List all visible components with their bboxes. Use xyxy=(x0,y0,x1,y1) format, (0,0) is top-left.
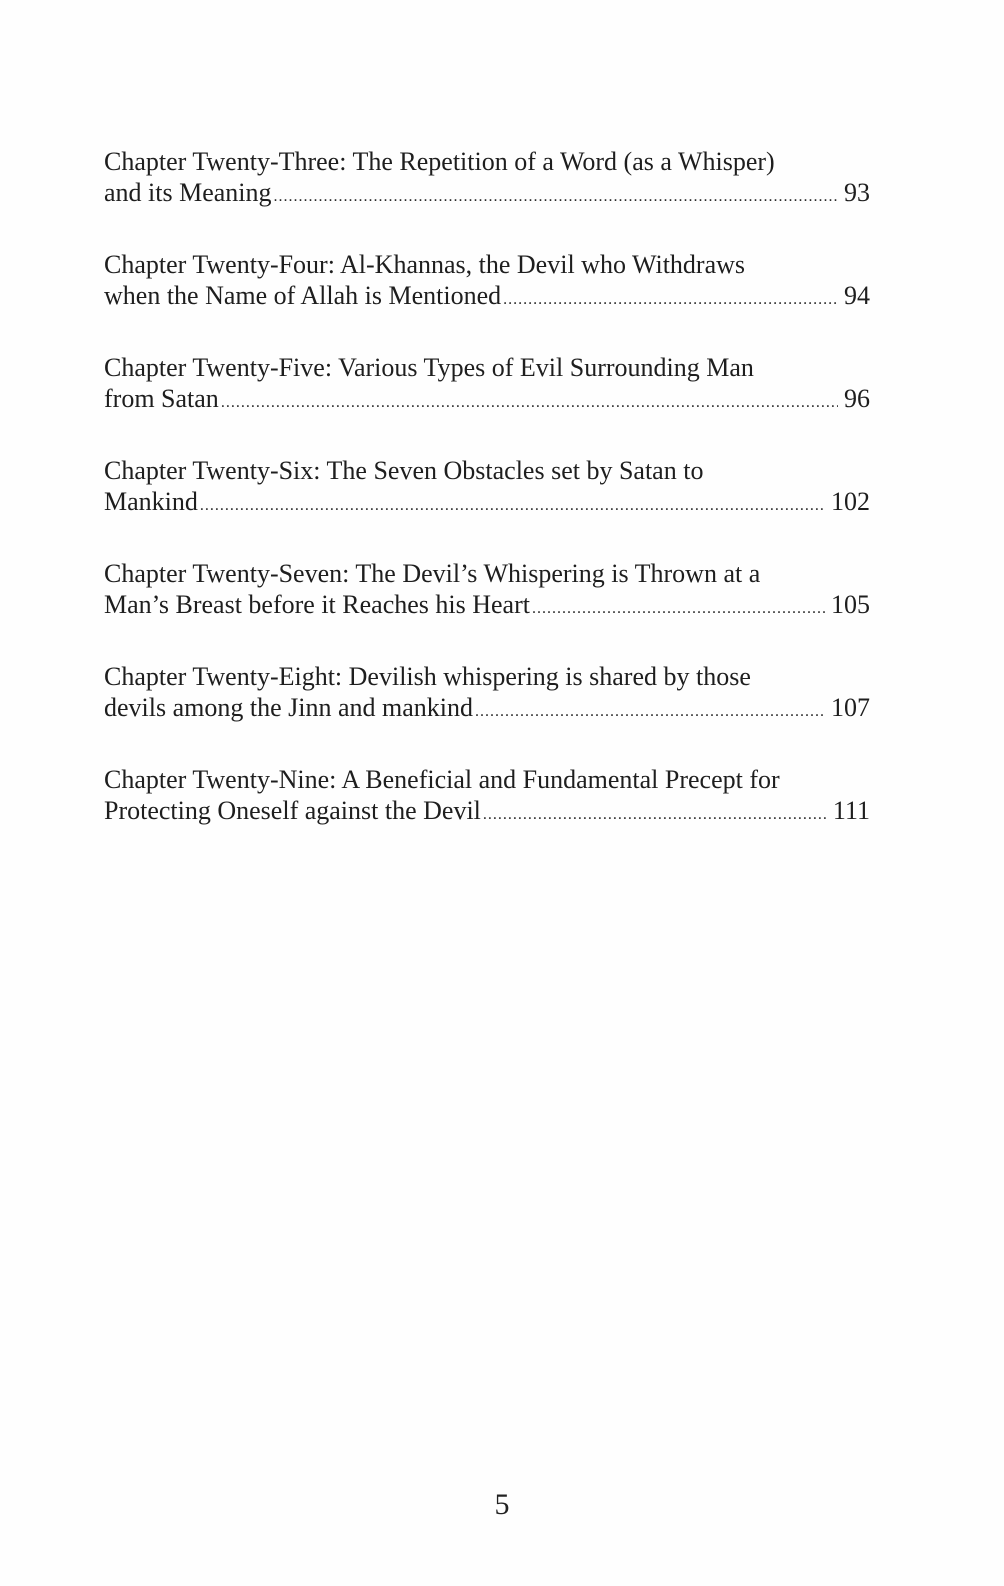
toc-entry xyxy=(104,146,870,212)
toc-entry-title-line2-row xyxy=(104,795,870,830)
toc-entry xyxy=(104,352,870,418)
toc-entry-title-line1: Chapter Twenty-Four: Al-Khannas, the Devil who Withdraws xyxy=(104,250,746,279)
toc-entry-page: 102 xyxy=(831,487,870,516)
table-of-contents xyxy=(104,146,870,867)
toc-entry-page: 111 xyxy=(832,796,870,825)
toc-entry-title-line2: Mankind xyxy=(104,487,198,516)
toc-entry-title-line2-row xyxy=(104,486,870,521)
toc-entry-title-line1: Chapter Twenty-Six: The Seven Obstacles set by Satan to xyxy=(104,456,704,485)
toc-entry xyxy=(104,764,870,830)
toc-entry-title-line2-row xyxy=(104,177,870,212)
toc-entry-page: 93 xyxy=(844,178,870,207)
dot-leader xyxy=(475,696,825,727)
page-number: 5 xyxy=(494,1488,510,1521)
toc-entry-title-line2: devils among the Jinn and mankind xyxy=(104,693,474,722)
toc-entry-title-line1: Chapter Twenty-Five: Various Types of Evil Surrounding Man xyxy=(104,353,754,382)
toc-entry-page: 96 xyxy=(844,384,870,413)
dot-leader xyxy=(483,799,827,830)
toc-entry-page: 94 xyxy=(844,281,870,310)
toc-entry-title-line2: from Satan xyxy=(104,384,219,413)
toc-entry-title-line2-row xyxy=(104,383,870,418)
toc-entry-title-line2: when the Name of Allah is Mentioned xyxy=(104,281,502,310)
toc-entry xyxy=(104,455,870,521)
toc-entry xyxy=(104,249,870,315)
toc-entry-title-line2-row xyxy=(104,589,870,624)
toc-entry-title-line1: Chapter Twenty-Nine: A Beneficial and Fundamental Precept for xyxy=(104,765,780,794)
toc-entry-title-line1: Chapter Twenty-Three: The Repetition of a Word (as a Whisper) xyxy=(104,147,775,176)
dot-leader xyxy=(200,490,825,521)
toc-entry-title-line2-row xyxy=(104,280,870,315)
dot-leader xyxy=(503,284,838,315)
toc-entry-title-line2: Protecting Oneself against the Devil xyxy=(104,796,481,825)
dot-leader xyxy=(221,387,838,418)
toc-entry-page: 105 xyxy=(831,590,870,619)
toc-entry-page: 107 xyxy=(831,693,870,722)
toc-entry-title-line1: Chapter Twenty-Seven: The Devil’s Whispering is Thrown at a xyxy=(104,559,761,588)
toc-entry-title-line1: Chapter Twenty-Eight: Devilish whispering is shared by those xyxy=(104,662,751,691)
toc-entry-title-line2: Man’s Breast before it Reaches his Heart xyxy=(104,590,530,619)
dot-leader xyxy=(532,593,825,624)
toc-entry xyxy=(104,558,870,624)
toc-entry-title-line2-row xyxy=(104,692,870,727)
toc-entry xyxy=(104,661,870,727)
dot-leader xyxy=(274,181,838,212)
toc-entry-title-line2: and its Meaning xyxy=(104,178,272,207)
